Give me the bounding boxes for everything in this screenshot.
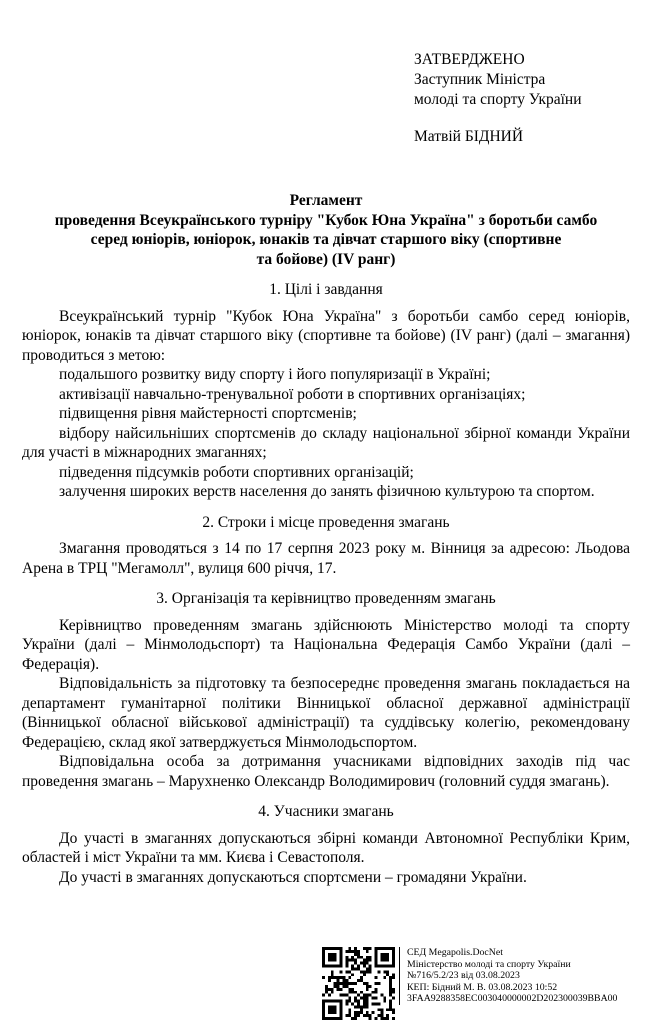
signer-name: Матвій БІДНИЙ [414,128,524,145]
approval-block [414,50,630,147]
paragraph: Відповідальна особа за дотримання учасниками відповідних заходів під час проведення змагань – Марухненко Олександр Володимирович (головний суддя змагань). [22,753,630,790]
stamp-line: СЕД Megapolis.DocNet [407,947,503,958]
document-title [22,191,630,269]
section [22,280,630,502]
qr-code-icon [322,947,395,1020]
stamp-text-block [399,947,617,1005]
paragraph: подальшого розвитку виду спорту і його популяризації в Україні; [59,366,491,383]
stamp-line: 3FAA9288358EC003040000002D202300039BBA00 [407,993,618,1005]
stamp-line: КЕП: Бідний М. В. 03.08.2023 10:52 [407,981,558,993]
title-line: Регламент [289,192,363,209]
section [22,589,630,791]
section [22,513,630,579]
section-heading: 4. Учасники змагань [258,803,394,820]
paragraph: Керівництво проведенням змагань здійснюють Міністерство молоді та спорту України (далі – Мінмолодьспорт) та Національна Федерація Самбо України (далі – Федерація). [22,616,630,673]
section-heading: 3. Організація та керівництво проведенням змагань [156,590,496,607]
approval-line: молоді та спорту України [414,91,582,108]
stamp-line: №716/5.2/23 від 03.08.2023 [407,970,520,982]
paragraph: активізації навчально-тренувальної роботи в спортивних організаціях; [59,385,526,403]
signature-stamp [322,947,617,1020]
stamp-line: Міністерство молоді та спорту України [407,958,571,970]
approval-line: ЗАТВЕРДЖЕНО [414,51,525,68]
section [22,802,630,887]
title-line: серед юніорів, юніорок, юнаків та дівчат старшого віку (спортивне [90,231,562,248]
paragraph: Змагання проводяться з 14 по 17 серпня 2023 року м. Вінниця за адресою: Льодова Арена в ТРЦ "Мегамолл", вулиця 600 річчя, 17. [22,540,630,577]
paragraph: Відповідальність за підготовку та безпосереднє проведення змагань покладається на департамент гуманітарної політики Вінницької обласної державної адміністрації (Вінницької обласної військової адміністрації) та суддівську колегію, рекомендовану Федерацією, склад якої затверджується Мінмолодьспортом. [22,675,630,751]
paragraph: До участі в змаганнях допускаються збірні команди Автономної Республіки Крим, областей і міст України та мм. Києва і Севастополя. [22,829,630,866]
paragraph: До участі в змаганнях допускаються спортсмени – громадяни України. [59,868,527,886]
approval-lines [414,50,630,110]
title-line: проведення Всеукраїнського турніру "Кубок Юна Україна" з боротьби самбо [54,211,598,229]
title-line: та бойове) (IV ранг) [256,250,396,268]
paragraph: залучення широких верств населення до занять фізичною культурою та спортом. [59,483,595,500]
paragraph: підвищення рівня майстерності спортсменів; [59,405,357,422]
paragraph: Всеукраїнський турнір "Кубок Юна Україна" з боротьби самбо серед юніорів, юніорок, юнаків та дівчат старшого віку (спортивне та бойове) (IV ранг) (далі – змагання) проводиться з метою: [22,307,630,364]
paragraph: відбору найсильніших спортсменів до складу національної збірної команди України для участі в міжнародних змаганнях; [22,424,630,461]
approval-line: Заступник Міністра [414,71,546,88]
paragraph: підведення підсумків роботи спортивних організацій; [59,463,414,481]
document-body [22,280,630,887]
section-heading: 1. Цілі і завдання [269,281,383,298]
section-heading: 2. Строки і місце проведення змагань [202,513,450,531]
